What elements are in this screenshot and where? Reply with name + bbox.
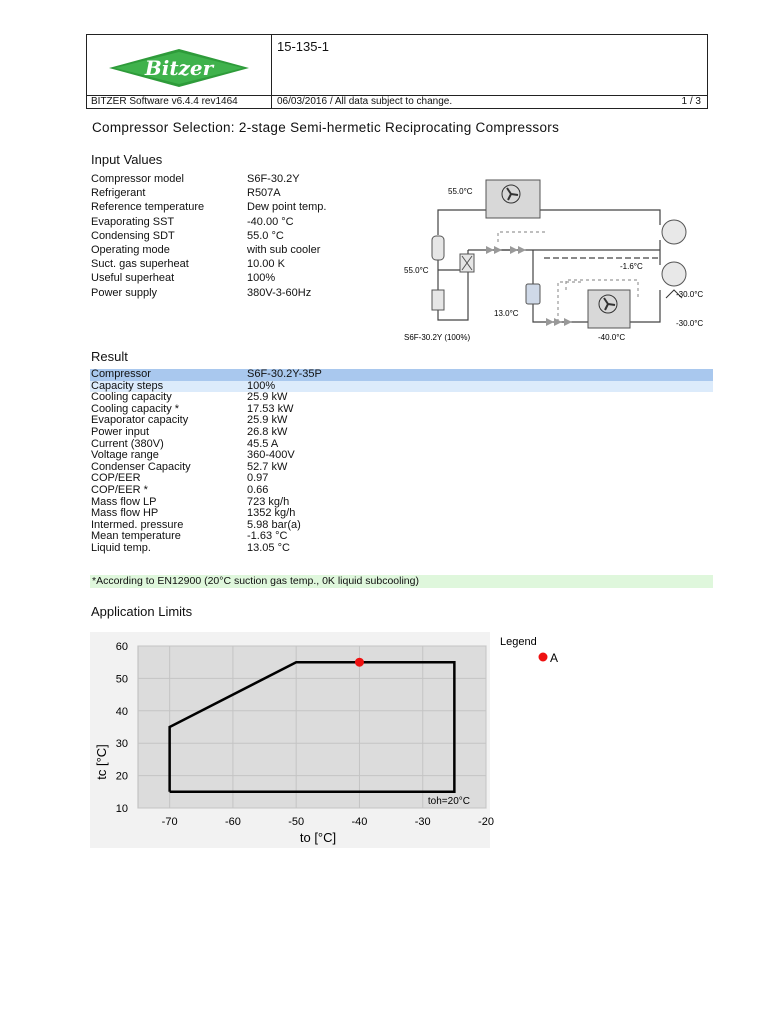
result-label: COP/EER	[91, 472, 141, 485]
input-value: 55.0 °C	[247, 229, 284, 242]
result-label: Cooling capacity	[91, 391, 172, 404]
suction-temp-label: -30.0°C	[676, 319, 704, 328]
result-row	[90, 450, 713, 462]
input-label: Operating mode	[91, 244, 170, 257]
y-tick-label: 30	[115, 738, 128, 751]
x-tick-label: -70	[161, 816, 178, 828]
result-value: 45.5 A	[247, 437, 279, 450]
result-label: Voltage range	[91, 449, 159, 462]
bitzer-logo	[109, 47, 249, 89]
result-row	[90, 462, 713, 474]
evaporator-unit	[588, 290, 630, 328]
x-tick-label: -20	[478, 816, 494, 828]
input-label: Reference temperature	[91, 201, 205, 214]
legend-title: Legend	[500, 636, 537, 648]
page-number: 1 / 3	[681, 96, 701, 107]
result-value: 17.53 kW	[247, 402, 294, 415]
y-tick-label: 50	[115, 673, 128, 686]
result-value: 723 kg/h	[247, 495, 290, 508]
input-label: Suct. gas superheat	[91, 258, 189, 271]
input-values	[247, 172, 387, 300]
result-value: 5.98 bar(a)	[247, 518, 301, 531]
header-divider	[271, 35, 272, 108]
input-label: Compressor model	[91, 173, 184, 185]
result-value: 360-400V	[247, 449, 295, 462]
evap-temp-label: -40.0°C	[598, 333, 626, 342]
hp-compressor	[662, 220, 686, 244]
receiver	[432, 236, 444, 260]
x-tick-label: -50	[288, 816, 305, 828]
result-label: Power input	[91, 425, 150, 438]
x-axis-label: to [°C]	[299, 830, 337, 845]
filter-drier	[432, 290, 444, 310]
input-values-heading: Input Values	[91, 152, 163, 167]
intermediate-temp-label: -1.6°C	[620, 262, 643, 271]
operating-point-a	[355, 658, 364, 667]
x-tick-label: -30	[414, 816, 431, 828]
input-value: with sub cooler	[247, 244, 321, 257]
result-label: Liquid temp.	[91, 541, 151, 554]
footnote: *According to EN12900 (20°C suction gas temp., 0K liquid subcooling)	[90, 575, 713, 588]
input-labels	[91, 172, 251, 300]
chart-annotation: toh=20°C	[427, 796, 470, 807]
result-value: 100%	[247, 379, 276, 392]
result-table	[90, 369, 713, 555]
legend-marker	[539, 653, 548, 662]
points	[355, 658, 364, 667]
y-axis-label: tc [°C]	[94, 744, 109, 780]
input-value: 100%	[247, 272, 276, 285]
result-row	[90, 392, 713, 404]
result-row	[90, 381, 713, 393]
result-label: Mean temperature	[91, 530, 181, 543]
result-label: Mass flow HP	[91, 507, 159, 520]
input-value: Dew point temp.	[247, 201, 327, 214]
result-label: Capacity steps	[91, 379, 164, 392]
result-value: 52.7 kW	[247, 460, 288, 473]
input-label: Refrigerant	[91, 187, 146, 200]
evap-expansion-valve	[546, 318, 572, 326]
receiver-temp-label: 55.0°C	[404, 266, 429, 275]
input-label: Condensing SDT	[91, 229, 175, 242]
result-row	[90, 369, 713, 381]
result-label: Evaporator capacity	[91, 414, 189, 427]
page-title: Compressor Selection: 2-stage Semi-hermetic Reciprocating Compressors	[92, 120, 560, 135]
document-header	[86, 34, 708, 109]
x-tick-label: -40	[351, 816, 368, 828]
cond-temp-label: 55.0°C	[448, 187, 473, 196]
result-row	[90, 520, 713, 532]
result-value: 25.9 kW	[247, 391, 288, 404]
input-value: -40.00 °C	[247, 215, 294, 228]
result-row	[90, 508, 713, 520]
document-number: 15-135-1	[277, 39, 330, 54]
result-row	[90, 531, 713, 543]
subcooler-temp-label: 13.0°C	[494, 309, 519, 318]
date-note: 06/03/2016 / All data subject to change.	[277, 96, 453, 107]
result-row	[90, 427, 713, 439]
result-row	[90, 497, 713, 509]
result-value: 13.05 °C	[247, 541, 290, 554]
suction-temp-label: -30.0°C	[676, 290, 704, 299]
result-value: -1.63 °C	[247, 530, 288, 543]
input-label: Evaporating SST	[91, 215, 175, 228]
application-limits-heading: Application Limits	[91, 604, 193, 619]
refrigeration-schematic	[398, 170, 714, 346]
result-label: Current (380V)	[91, 437, 164, 450]
expansion-valve	[486, 246, 502, 254]
result-value: 25.9 kW	[247, 414, 288, 427]
result-heading: Result	[91, 349, 128, 364]
y-tick-label: 60	[115, 641, 128, 653]
result-label: Cooling capacity *	[91, 402, 180, 415]
result-row	[90, 485, 713, 497]
result-row	[90, 439, 713, 451]
software-version: BITZER Software v6.4.4 rev1464	[91, 96, 238, 107]
input-value: S6F-30.2Y	[247, 173, 300, 185]
result-row	[90, 473, 713, 485]
result-value: 1352 kg/h	[247, 507, 296, 520]
schematic-caption: S6F-30.2Y (100%)	[404, 333, 471, 342]
y-tick-label: 20	[115, 770, 128, 783]
input-value: 10.00 K	[247, 258, 285, 271]
y-tick-label: 10	[115, 803, 128, 815]
result-value: S6F-30.2Y-35P	[247, 368, 322, 380]
input-label: Useful superheat	[91, 272, 175, 285]
result-value: 26.8 kW	[247, 425, 288, 438]
subcooler	[526, 284, 540, 304]
result-label: COP/EER *	[91, 483, 148, 496]
result-label: Mass flow LP	[91, 495, 157, 508]
input-value: 380V-3-60Hz	[247, 286, 312, 299]
legend-entry: A	[550, 651, 559, 665]
result-row	[90, 415, 713, 427]
result-value: 0.97	[247, 472, 269, 485]
y-tick-label: 40	[115, 705, 128, 718]
plot-area	[138, 646, 486, 808]
lp-compressor	[662, 262, 686, 286]
input-label: Power supply	[91, 286, 158, 299]
svg-text:Bitzer: Bitzer	[144, 56, 214, 80]
result-value: 0.66	[247, 483, 269, 496]
input-value: R507A	[247, 187, 281, 200]
application-limits-chart	[90, 632, 720, 852]
x-tick-label: -60	[224, 816, 241, 828]
result-row	[90, 543, 713, 555]
result-label: Condenser Capacity	[91, 460, 191, 473]
result-label: Compressor	[91, 368, 151, 380]
result-label: Intermed. pressure	[91, 518, 184, 531]
